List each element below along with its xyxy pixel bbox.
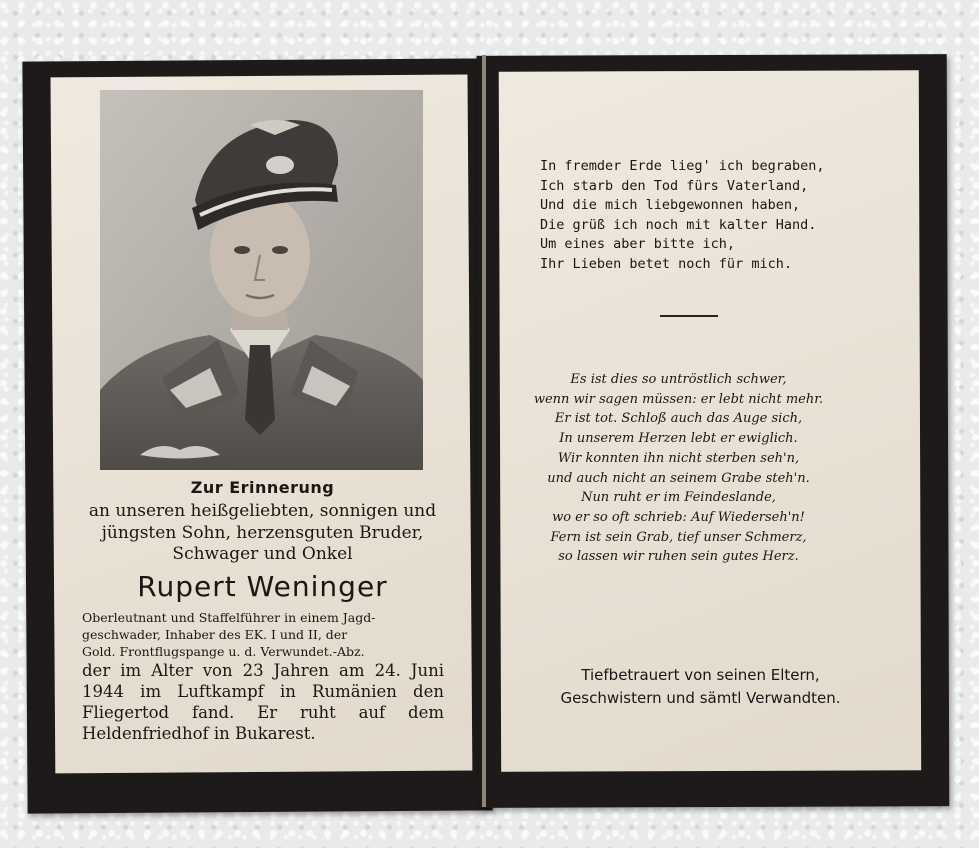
poem-line: wenn wir sagen müssen: er lebt nicht mehr. — [533, 391, 824, 407]
poem-line: Und die mich liebgewonnen haben, — [540, 197, 801, 213]
dedication-text — [60, 501, 465, 566]
poem-line: so lassen wir ruhen sein gutes Herz. — [558, 549, 799, 565]
poem-line: In unserem Herzen lebt er ewiglich. — [559, 431, 798, 447]
poem-line: Er ist tot. Schloß auch das Auge sich, — [554, 411, 803, 427]
portrait-photo — [100, 90, 423, 470]
death-description — [82, 660, 444, 744]
dedication-line: an unseren heißgeliebten, sonnigen und — [88, 501, 437, 521]
dedication-line: Schwager und Onkel — [172, 544, 353, 564]
mourning-line: Geschwistern und sämtl Verwandten. — [560, 689, 841, 707]
poem-first — [540, 157, 824, 274]
poem-divider — [660, 315, 718, 317]
memory-title: Zur Erinnerung — [190, 478, 335, 497]
death-line: Fliegertod fand. Er ruht auf dem — [82, 703, 444, 722]
card-fold — [482, 55, 486, 807]
poem-line: Die grüß ich noch mit kalter Hand. — [540, 216, 817, 233]
death-line: 1944 im Luftkampf in Rumänien den — [82, 682, 444, 701]
dedication-line: jüngsten Sohn, herzensguten Bruder, — [101, 522, 424, 543]
poem-line: Ihr Lieben betet noch für mich. — [540, 255, 792, 272]
rank-line: Gold. Frontflugspange u. d. Verwundet.-Abz. — [82, 644, 365, 659]
poem-line: Ich starb den Tod fürs Vaterland, — [540, 177, 809, 194]
death-line: Heldenfriedhof in Bukarest. — [82, 724, 316, 743]
poem-line: In fremder Erde lieg' ich begraben, — [540, 158, 825, 174]
poem-line: und auch nicht an seinem Grabe steh'n. — [547, 470, 810, 486]
deceased-name: Rupert Weninger — [137, 570, 388, 603]
mourning-note — [508, 664, 893, 710]
rank-line: geschwader, Inhaber des EK. I und II, der — [82, 627, 348, 642]
death-line: der im Alter von 23 Jahren am 24. Juni — [82, 661, 444, 680]
rank-description — [82, 609, 442, 660]
mourning-line: Tiefbetrauert von seinen Eltern, — [581, 666, 820, 684]
poem-line: Fern ist sein Grab, tief unser Schmerz, — [550, 529, 807, 545]
poem-line: wo er so oft schrieb: Auf Wiederseh'n! — [552, 509, 805, 525]
portrait-illustration — [100, 90, 423, 470]
poem-line: Nun ruht er im Feindeslande, — [581, 490, 776, 506]
rank-line: Oberleutnant und Staffelführer in einem Jagd- — [82, 610, 376, 625]
poem-line: Es ist dies so untröstlich schwer, — [570, 372, 787, 387]
poem-line: Um eines aber bitte ich, — [540, 236, 736, 252]
poem-second — [501, 370, 856, 567]
poem-line: Wir konnten ihn nicht sterben seh'n, — [557, 450, 800, 466]
